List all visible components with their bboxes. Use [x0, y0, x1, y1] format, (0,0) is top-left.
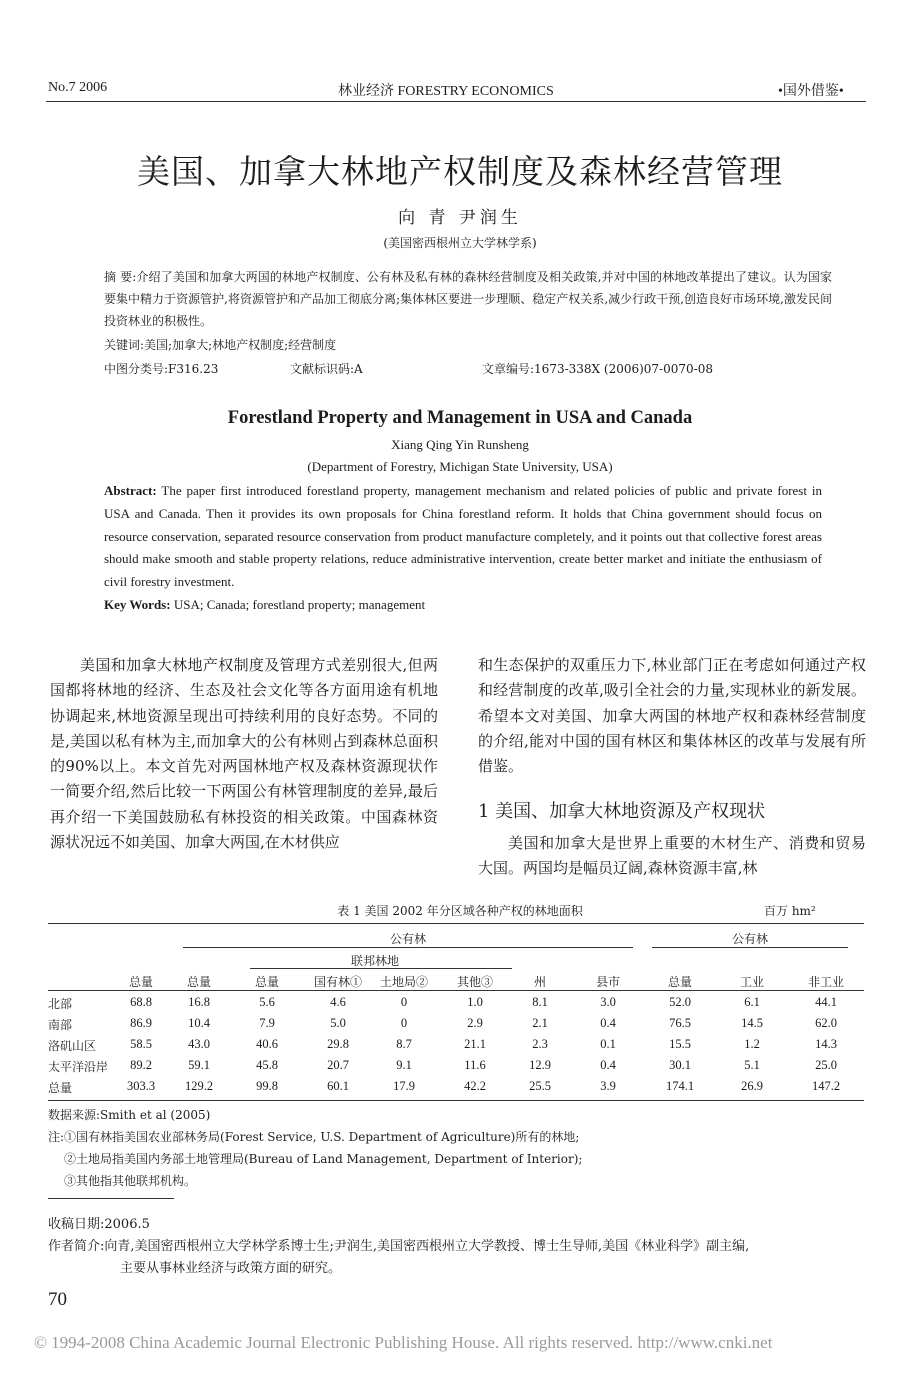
copyright-line: © 1994-2008 China Academic Journal Electronic Publishing House. All rights reserved. http://www.cnki.net [34, 1333, 773, 1352]
table-cell: 16.8 [188, 995, 210, 1009]
table-source: 数据来源:Smith et al (2005) [48, 1108, 211, 1122]
issue-number: No.7 2006 [48, 80, 108, 95]
table-group-federal: 联邦林地 [350, 954, 399, 968]
table-cell: 62.0 [815, 1016, 837, 1030]
table-cell: 68.8 [130, 995, 152, 1009]
title-cn: 美国、加拿大林地产权制度及森林经营管理 [137, 152, 783, 191]
table-note-1: 注:①国有林指美国农业部林务局(Forest Service, U.S. Department of Agriculture)所有的林地; [48, 1130, 580, 1144]
table-cell: 45.8 [256, 1058, 278, 1072]
article-number: 文章编号:1673-338X (2006)07-0070-08 [482, 362, 713, 376]
table-cell: 1.2 [744, 1037, 760, 1051]
received-date: 收稿日期:2006.5 [48, 1217, 150, 1232]
table-bottom-rule [48, 1100, 864, 1101]
table-header-cell: 总量 [254, 975, 279, 989]
table-cell: 5.0 [330, 1016, 346, 1030]
table-header-cell: 州 [533, 975, 546, 989]
table-cell: 42.2 [464, 1079, 486, 1093]
body-left-paragraph: 美国和加拿大林地产权制度及管理方式差别很大,但两国都将林地的经济、生态及社会文化等各方面用途有机地协调起来,林地资源呈现出可持续利用的良好态势。不同的是,美国以私有林为主,而加拿大的公有林则占到森林总面积的90%以上。本文首先对两国林地产权及森林资源现状作一简要介绍,然后比较一下两国公有林管理制度的差异,最后再介绍一下美国鼓励私有林投资的相关政策。中国森林资源状况远不如美国、加拿大两国,在木材供应 [50, 656, 438, 852]
table-cell: 8.1 [532, 995, 548, 1009]
abstract-en [104, 480, 822, 594]
footnote-rule [48, 1198, 174, 1199]
abstract-en-text: The paper first introduced forestland property, management mechanism and related policies of public and private forest in USA and Canada. Then it provides its own proposals for China forestland reform. It holds that China government should focus on resource conservation, separated resource conservation from product manufacture completely, and it points out that collective forest areas should make smooth and stable property relations, reduce administrative intervention, create better market and initiate the enthusiasm of civil forestry investment. [104, 483, 822, 590]
table-cell: 86.9 [130, 1016, 152, 1030]
table-cell: 2.9 [467, 1016, 483, 1030]
keywords-en [104, 597, 425, 613]
table-cell: 17.9 [393, 1079, 415, 1093]
table-header-cell: 总量 [667, 975, 692, 989]
table-cell: 89.2 [130, 1058, 152, 1072]
table-cell: 11.6 [464, 1058, 486, 1072]
table-cell: 30.1 [669, 1058, 691, 1072]
table-cell: 43.0 [188, 1037, 210, 1051]
table-row-label: 太平洋沿岸 [48, 1060, 109, 1074]
table-cell: 15.5 [669, 1037, 691, 1051]
table-cell: 76.5 [669, 1016, 691, 1030]
table-cell: 58.5 [130, 1037, 152, 1051]
table-cell: 25.5 [529, 1079, 551, 1093]
affiliation-cn: (美国密西根州立大学林学系) [383, 236, 537, 250]
journal-name: 林业经济 FORESTRY ECONOMICS [338, 84, 554, 99]
table-cell: 129.2 [184, 1079, 214, 1093]
authors-en: Xiang Qing Yin Runsheng [391, 437, 529, 452]
table-cell: 99.8 [256, 1079, 278, 1093]
table-cell: 9.1 [396, 1058, 412, 1072]
table-cell: 4.6 [330, 995, 346, 1009]
table-header-cell: 总量 [128, 975, 153, 989]
abstract-cn [104, 266, 832, 332]
table-cell: 7.9 [259, 1016, 275, 1030]
table-cell: 29.8 [327, 1037, 349, 1051]
table-cell: 5.6 [259, 995, 275, 1009]
table-group-private: 公有林 [731, 932, 768, 946]
table-header-cell: 总量 [186, 975, 211, 989]
abstract-cn-label: 摘 要: [104, 270, 137, 284]
title-en: Forestland Property and Management in USA and Canada [227, 408, 693, 428]
table-cell: 1.0 [467, 995, 483, 1009]
table-cell: 52.0 [669, 995, 691, 1009]
author-bio-continued: 主要从事林业经济与政策方面的研究。 [120, 1261, 342, 1276]
table-header-cell: 工业 [739, 975, 764, 989]
table-group-public: 公有林 [389, 932, 426, 946]
table-group-public-rule [183, 947, 633, 948]
table-cell: 2.3 [532, 1037, 548, 1051]
abstract-cn-text: 介绍了美国和加拿大两国的林地产权制度、公有林及私有林的森林经营制度及相关政策,并对中国的林地改革提出了建议。认为国家要集中精力于资源管护,将资源管护和产品加工彻底分离;集体林区要进一步理顺、稳定产权关系,减少行政干预,创造良好市场环境,激发民间投资林业的积极性。 [104, 270, 833, 328]
table-cell: 0.4 [600, 1016, 616, 1030]
table-unit: 百万 hm² [764, 904, 816, 918]
table-cell: 8.7 [396, 1037, 412, 1051]
keywords-en-text: USA; Canada; forestland property; management [170, 597, 426, 612]
table-cell: 12.9 [529, 1058, 551, 1072]
abstract-en-label: Abstract: [104, 483, 157, 498]
table-cell: 147.2 [811, 1079, 841, 1093]
table-cell: 0 [400, 995, 408, 1009]
table-header-cell: 非工业 [807, 975, 844, 989]
table-cell: 174.1 [665, 1079, 695, 1093]
table-cell: 10.4 [188, 1016, 210, 1030]
document-code: 文献标识码:A [290, 362, 363, 376]
table-caption: 表 1 美国 2002 年分区域各种产权的林地面积 [337, 904, 583, 918]
keywords-cn: 关键词:美国;加拿大;林地产权制度;经营制度 [104, 338, 337, 352]
page-number: 70 [48, 1289, 67, 1310]
table-note-3: ③其他指其他联邦机构。 [64, 1174, 197, 1188]
table-cell: 3.9 [600, 1079, 616, 1093]
table-cell: 59.1 [188, 1058, 210, 1072]
table-cell: 5.1 [744, 1058, 760, 1072]
table-header-cell: 国有林① [313, 975, 362, 989]
table-cell: 26.9 [741, 1079, 763, 1093]
table-row-label: 南部 [48, 1018, 73, 1032]
table-cell: 40.6 [256, 1037, 278, 1051]
body-right-paragraph: 和生态保护的双重压力下,林业部门正在考虑如何通过产权和经营制度的改革,吸引全社会的力量,实现林业的新发展。希望本文对美国、加拿大两国的林地产权和森林经营制度的介绍,能对中国的国有林区和集体林区的改革与发展有所借鉴。 [478, 656, 866, 776]
table-cell: 6.1 [744, 995, 760, 1009]
clc-number: 中图分类号:F316.23 [104, 362, 219, 376]
table-cell: 14.5 [741, 1016, 763, 1030]
table-row-label: 总量 [48, 1081, 73, 1095]
table-cell: 60.1 [327, 1079, 349, 1093]
table-cell: 0 [400, 1016, 408, 1030]
table-cell: 0.1 [600, 1037, 616, 1051]
section-1-heading: 1 美国、加拿大林地资源及产权现状 [478, 801, 766, 822]
header-rule [46, 101, 866, 102]
table-cell: 3.0 [600, 995, 616, 1009]
table-cell: 303.3 [126, 1079, 156, 1093]
author-bio: 作者简介:向青,美国密西根州立大学林学系博士生;尹润生,美国密西根州立大学教授、博士生导师,美国《林业科学》副主编, [48, 1239, 750, 1254]
table-cell: 20.7 [327, 1058, 349, 1072]
table-group-private-rule [652, 947, 848, 948]
section-1-paragraph: 美国和加拿大是世界上重要的木材生产、消费和贸易大国。两国均是幅员辽阔,森林资源丰富,林 [478, 834, 866, 878]
table-cell: 0.4 [600, 1058, 616, 1072]
table-cell: 21.1 [464, 1037, 486, 1051]
table-top-rule [48, 923, 864, 924]
table-header-cell: 县市 [595, 975, 620, 989]
table-header-cell: 其他③ [456, 975, 493, 989]
table-row-label: 北部 [48, 997, 73, 1011]
table-cell: 25.0 [815, 1058, 837, 1072]
authors-cn: 向 青 尹润生 [398, 208, 522, 228]
table-note-2: ②土地局指美国内务部土地管理局(Bureau of Land Management, Department of Interior); [64, 1152, 583, 1166]
table-cell: 44.1 [815, 995, 837, 1009]
table-row-label: 洛矶山区 [48, 1039, 97, 1053]
table-header-cell: 土地局② [379, 975, 428, 989]
table-cell: 2.1 [532, 1016, 548, 1030]
section-label: •国外借鉴• [778, 84, 844, 99]
keywords-en-label: Key Words: [104, 597, 171, 612]
table-cell: 14.3 [815, 1037, 837, 1051]
affiliation-en: (Department of Forestry, Michigan State University, USA) [307, 459, 613, 474]
table-group-federal-rule [250, 968, 512, 969]
table-header-rule [48, 990, 864, 991]
